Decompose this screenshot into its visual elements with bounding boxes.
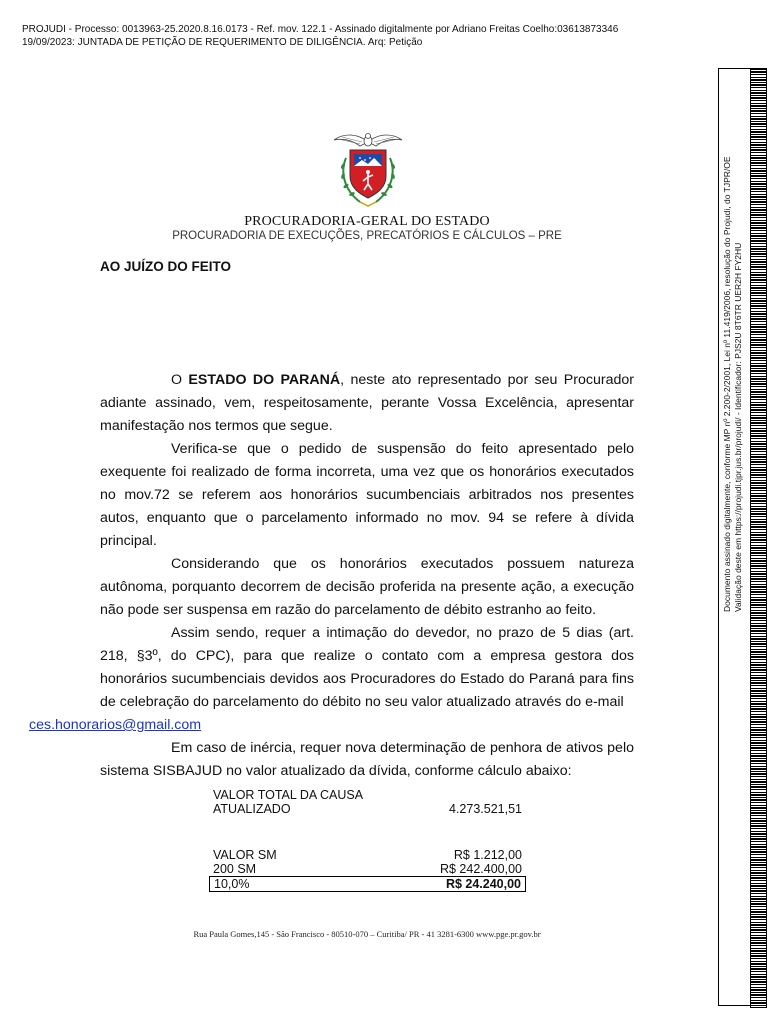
paragraph-2: Verifica-se que o pedido de suspensão do feito apresentado pelo exequente foi realizado de forma incorreta, uma vez que os honorários executados no mov.72 se referem aos honorários sucumbenciais arbitrados nos presentes autos, enquanto que o parcelamento informado no mov. 94 se refere à dívida principal.: [100, 441, 634, 549]
paragraph-4-text: Assim sendo, requer a intimação do devedor, no prazo de 5 dias (art. 218, §3º, do CPC), para que realize o contato com a empresa gestora dos honorários sucumbenciais devidos aos Procuradores do Estado do Paraná para fins de celebração do parcelamento do débito no seu valor atualizado através do e-mail: [100, 625, 634, 710]
total-label-line-1: VALOR TOTAL DA CAUSA: [213, 788, 364, 802]
petition-body: [29, 369, 634, 783]
calc-row: [209, 862, 526, 876]
filing-info-line: 19/09/2023: JUNTADA DE PETIÇÃO DE REQUERIMENTO DE DILIGÊNCIA. Arq: Petição: [22, 37, 423, 48]
calc-result-value: R$ 24.240,00: [445, 877, 521, 891]
digital-signature-stamp: [722, 52, 744, 612]
total-value-block: [209, 788, 526, 816]
calc-label: VALOR SM: [213, 848, 277, 862]
calc-label: 200 SM: [213, 862, 257, 876]
letterhead-subtitle: PROCURADORIA DE EXECUÇÕES, PRECATÓRIOS E CÁLCULOS – PRE: [172, 230, 562, 242]
total-label-line-2: ATUALIZADO: [213, 802, 291, 816]
paragraph-3: Considerando que os honorários executados possuem natureza autônoma, porquanto decorrem de decisão proferida na presente ação, a execução não pode ser suspensa em razão do parcelamento de débito estranho ao feito.: [100, 556, 634, 618]
addressee-heading: AO JUÍZO DO FEITO: [100, 259, 232, 274]
signature-notice: Documento assinado digitalmente, conforme MP nº 2.200-2/2001, Lei nº 11.419/2006, resolução do Projudi, do TJPR/OE: [722, 156, 732, 612]
calc-result-row: [209, 876, 526, 892]
calc-value: R$ 1.212,00: [453, 848, 522, 862]
address-footer: Rua Paula Gomes,145 - São Francisco - 80510-070 – Curitiba/ PR - 41 3281-6300 www.pge.pr.gov.br: [193, 929, 541, 939]
paragraph-4: [29, 622, 634, 737]
party-name: ESTADO DO PARANÁ: [188, 372, 341, 388]
calc-label: 10,0%: [214, 877, 250, 891]
paragraph-1-text: , neste ato representado por seu Procurador adiante assinado, vem, respeitosamente, perante Vossa Excelência, apresentar manifestação nos termos que segue.: [100, 372, 634, 434]
total-value: 4.273.521,51: [449, 802, 522, 816]
email-link[interactable]: ces.honorarios@gmail.com: [29, 717, 202, 733]
paragraph-1: [100, 369, 634, 438]
paragraph-5: Em caso de inércia, requer nova determinação de penhora de ativos pelo sistema SISBAJUD no valor atualizado da dívida, conforme cálculo abaixo:: [100, 740, 634, 779]
calc-value: R$ 242.400,00: [439, 862, 522, 876]
calc-row: [209, 848, 526, 862]
paragraph-1-intro: O: [171, 372, 189, 388]
parana-coat-of-arms-icon: [330, 128, 406, 214]
process-info-line: PROJUDI - Processo: 0013963-25.2020.8.16.0173 - Ref. mov. 122.1 - Assinado digitalmente por Adriano Freitas Coelho:03613873346: [22, 24, 619, 35]
letterhead-title: PROCURADORIA-GERAL DO ESTADO: [244, 214, 490, 229]
barcode: [750, 68, 767, 1008]
calculation-table: [209, 848, 526, 892]
validation-notice: Validação deste em https://projudi.tjpr.jus.br/projudi/ - Identificador: PJS2U 8T6TR UER2H FY2HU: [733, 242, 743, 612]
